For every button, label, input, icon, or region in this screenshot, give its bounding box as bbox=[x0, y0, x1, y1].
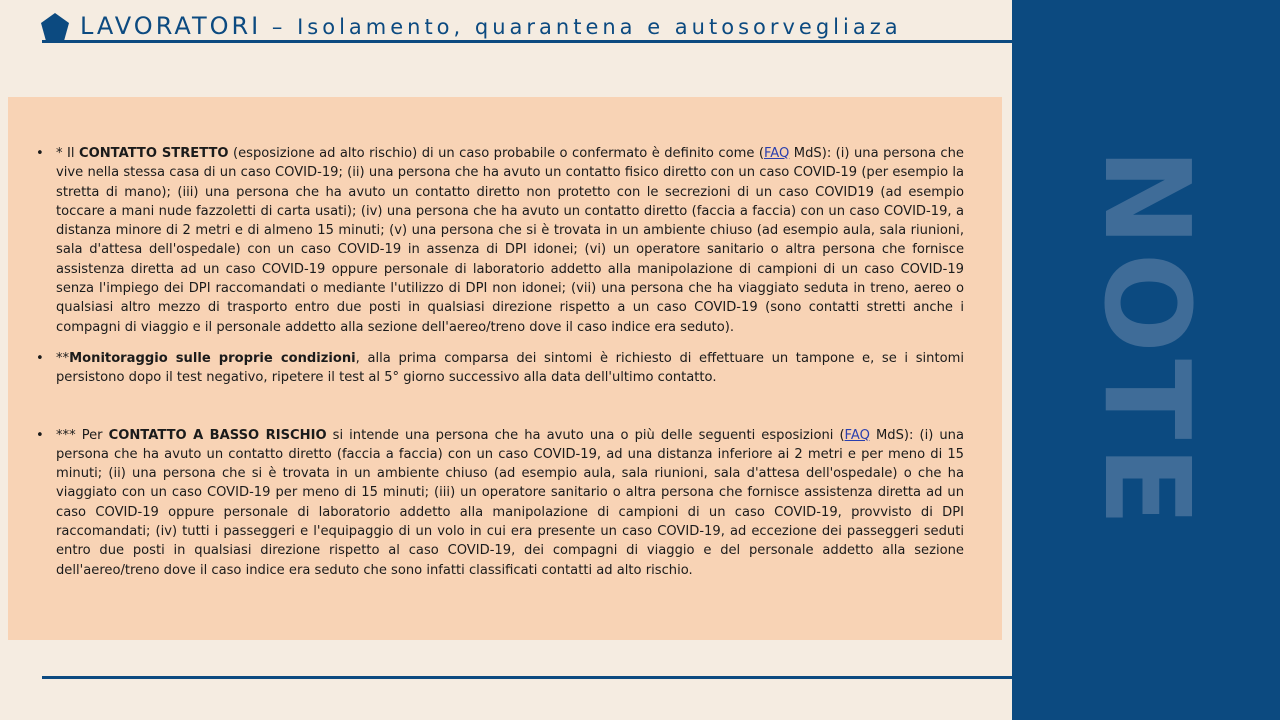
title-subtitle: – Isolamento, quarantena e autosorvegliaza bbox=[271, 15, 902, 39]
note-monitoraggio bbox=[36, 349, 964, 388]
side-label bbox=[1078, 130, 1217, 550]
pentagon-icon bbox=[40, 12, 70, 42]
note-basso-rischio bbox=[36, 426, 964, 580]
note-prefix: * Il bbox=[56, 146, 79, 161]
note-text: si intende una persona che ha avuto una o più delle seguenti esposizioni ( bbox=[326, 427, 845, 443]
note-heading: Monitoraggio sulle proprie condizioni bbox=[69, 350, 356, 366]
top-divider bbox=[42, 40, 1012, 43]
note-heading: CONTATTO STRETTO bbox=[78, 146, 229, 161]
note-text: MdS): (i) una persona che vive nella stessa casa di un caso COVID-19; (ii) una persona che ha avuto un contatto fisico diretto con un caso COVID-19 (per esempio la stretta di mano); (iii) una persona che ha avuto un contatto diretto non protetto con le secrezioni di un caso COVID19 (ad esempio toccare a mani nude fazzoletti di carta usati); (iv) una persona che ha avuto un contatto diretto (faccia a faccia) con un caso COVID-19, a distanza minore di 2 metri e di almeno 15 minuti; (v) una persona che si è trovata in un ambiente chiuso (ad esempio aula, sala riunioni, sala d'attesa dell'ospedale) con un caso COVID-19 in assenza di DPI idonei; (vi) un operatore sanitario o altra persona che fornisce assistenza diretta ad un caso COVID-19 oppure personale di laboratorio addetto alla manipolazione di campioni di un caso COVID-19 senza l'impiego dei DPI raccomandati o mediante l'utilizzo di DPI non idonei; (vii) una persona che ha viaggiato seduta in treno, aereo o qualsiasi altro mezzo di trasporto entro due posti in qualsiasi direzione rispetto a un caso COVID-19 (sono contatti stretti anche i compagni di viaggio e il personale addetto alla sezione dell'aereo/treno dove il caso indice era seduto). bbox=[56, 146, 964, 335]
note-text: , alla prima comparsa dei sintomi è richiesto di effettuare un tampone e, se i sintomi persistono dopo il test negativo, ripetere il test al 5° giorno successivo alla data dell'ultimo contatto. bbox=[56, 350, 964, 386]
title-main-text: LAVORATORI bbox=[80, 12, 262, 40]
slide-title bbox=[80, 12, 902, 40]
note-prefix: *** Per bbox=[56, 427, 109, 443]
bottom-divider bbox=[42, 676, 1012, 679]
notes-list bbox=[36, 144, 964, 580]
note-heading: CONTATTO A BASSO RISCHIO bbox=[108, 427, 327, 443]
note-prefix: ** bbox=[56, 350, 70, 366]
slide-header bbox=[40, 8, 1012, 42]
note-text: MdS): (i) una persona che ha avuto un contatto diretto (faccia a faccia) con un caso COVID-19, ad una distanza inferiore ai 2 metri e per meno di 15 minuti; (ii) una persona che si è trovata in un ambiente chiuso (ad esempio aula, sala riunioni, sala d'attesa dell'ospedale) o che ha viaggiato con un caso COVID-19 per meno di 15 minuti; (iii) un operatore sanitario o altra persona che fornisce assistenza diretta ad un caso COVID-19 oppure personale di laboratorio addetto alla manipolazione di campioni di un caso COVID-19, provvisto di DPI raccomandati; (iv) tutti i passeggeri e l'equipaggio di un volo in cui era presente un caso COVID-19, ad eccezione dei passeggeri seduti entro due posti in qualsiasi direzione rispetto al caso COVID-19, dei compagni di viaggio e del personale addetto alla sezione dell'aereo/treno dove il caso indice era seduto che sono infatti classificati contatti ad alto rischio. bbox=[56, 427, 964, 578]
side-label-text: NOTE bbox=[1078, 147, 1217, 533]
faq-link[interactable]: FAQ bbox=[763, 146, 790, 161]
notes-box bbox=[8, 97, 1002, 640]
note-contatto-stretto bbox=[36, 144, 964, 337]
faq-link[interactable]: FAQ bbox=[844, 427, 870, 443]
note-text: (esposizione ad alto rischio) di un caso probabile o confermato è definito come ( bbox=[228, 146, 764, 161]
